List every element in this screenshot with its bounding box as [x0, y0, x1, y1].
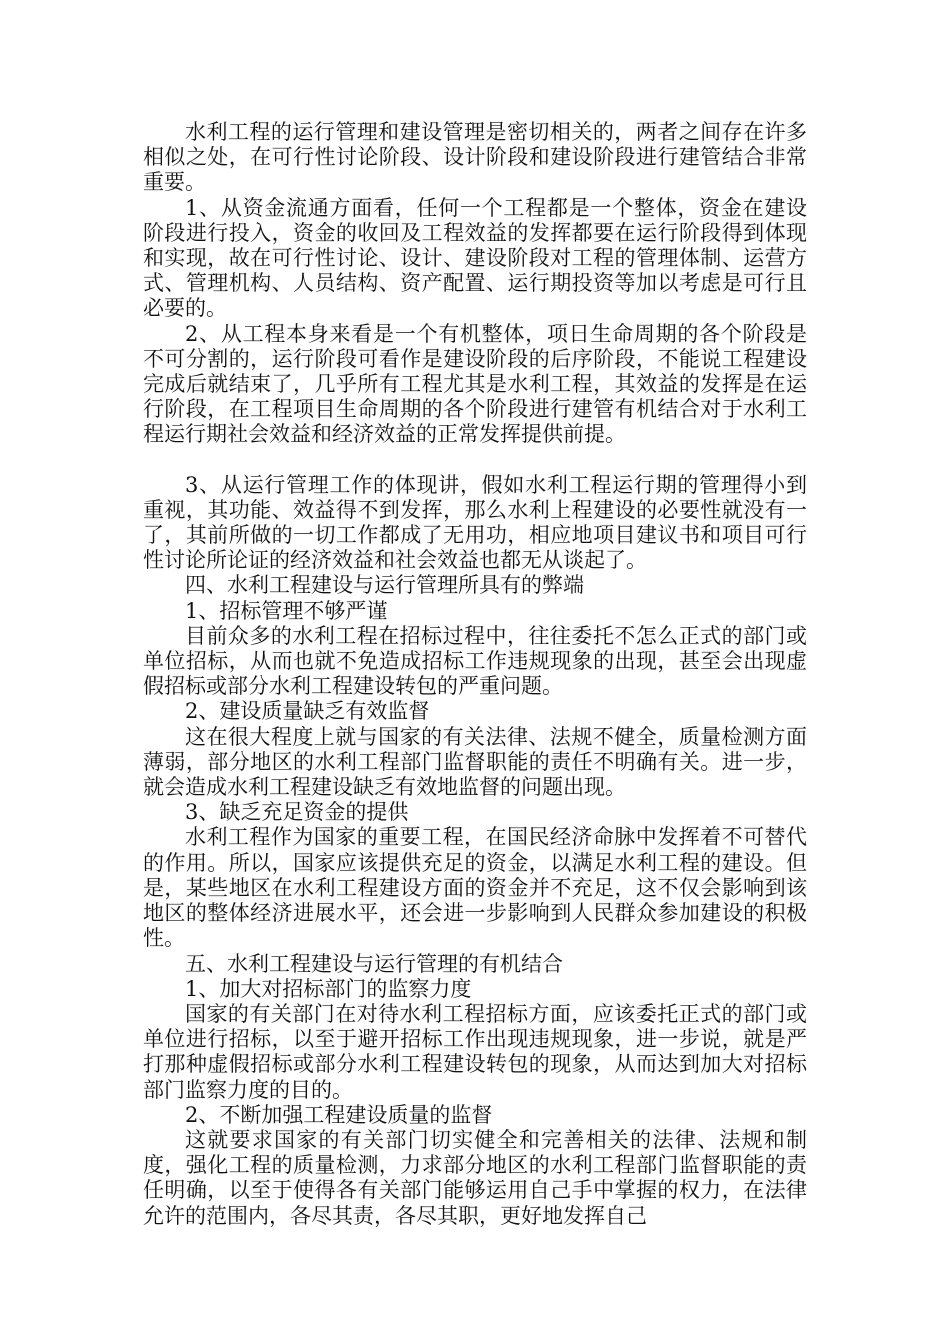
section-4-sub-1-heading: 1、招标管理不够严谨: [185, 598, 388, 623]
section-5-sub-2-heading: 2、不断加强工程建设质量的监督: [185, 1102, 493, 1127]
section-5-heading: 五、水利工程建设与运行管理的有机结合: [185, 951, 563, 976]
section-4-heading: 四、水利工程建设与运行管理所具有的弊端: [185, 573, 584, 598]
paragraph-gap: [143, 448, 807, 473]
section-4-sub-2-heading: 2、建设质量缺乏有效监督: [185, 699, 430, 724]
point-1-paragraph: 1、从资金流通方面看，任何一个工程都是一个整体，资金在建设阶段进行投入，资金的收回及工程效益的发挥都要在运行阶段得到体现和实现，故在可行性讨论、设计、建设阶段对工程的管理体制、运营方式、管理机构、人员结构、资产配置、运行期投资等加以考虑是可行且必要的。: [143, 195, 807, 321]
section-4-sub-2-paragraph: 这在很大程度上就与国家的有关法律、法规不健全，质量检测方面薄弱，部分地区的水利工程部门监督职能的责任不明确有关。进一步，就会造成水利工程建设缺乏有效地监督的问题出现。: [143, 724, 807, 800]
section-4-sub-1-paragraph: 目前众多的水利工程在招标过程中，往往委托不怎么正式的部门或单位招标，从而也就不免造成招标工作违规现象的出现，甚至会出现虚假招标或部分水利工程建设转包的严重问题。: [143, 623, 807, 699]
document-page: [143, 120, 807, 1229]
section-4-sub-3-paragraph: 水利工程作为国家的重要工程，在国民经济命脉中发挥着不可替代的作用。所以，国家应该提供充足的资金，以满足水利工程的建设。但是，某些地区在水利工程建设方面的资金并不充足，这不仅会影响到该地区的整体经济进展水平，还会进一步影响到人民群众参加建设的积极性。: [143, 825, 807, 951]
section-5-sub-1-paragraph: 国家的有关部门在对待水利工程招标方面，应该委托正式的部门或单位进行招标，以至于避开招标工作出现违规现象，进一步说，就是严打那种虚假招标或部分水利工程建设转包的现象，从而达到加大对招标部门监察力度的目的。: [143, 1001, 807, 1102]
point-3-paragraph: 3、从运行管理工作的体现讲，假如水利工程运行期的管理得小到重视，其功能、效益得不到发挥，那么水利上程建设的必要性就没有一了，其前所做的一切工作都成了无用功，相应地项目建议书和项目可行性讨论所论证的经济效益和社会效益也都无从谈起了。: [143, 472, 807, 573]
section-4-sub-3-heading: 3、缺乏充足资金的提供: [185, 800, 409, 825]
section-5-sub-2-paragraph: 这就要求国家的有关部门切实健全和完善相关的法律、法规和制度，强化工程的质量检测，力求部分地区的水利工程部门监督职能的责任明确，以至于使得各有关部门能够运用自己手中掌握的权力，在法律允许的范围内，各尽其责，各尽其职，更好地发挥自己: [143, 1127, 807, 1228]
point-2-paragraph: 2、从工程本身来看是一个有机整体，项日生命周期的各个阶段是不可分割的，运行阶段可看作是建设阶段的后序阶段，不能说工程建设完成后就结束了，几乎所有工程尤其是水利工程，其效益的发挥是在运行阶段，在工程项目生命周期的各个阶段进行建管有机结合对于水利工程运行期社会效益和经济效益的正常发挥提供前提。: [143, 321, 807, 447]
intro-paragraph: 水利工程的运行管理和建设管理是密切相关的，两者之间存在许多相似之处，在可行性讨论阶段、设计阶段和建设阶段进行建管结合非常重要。: [143, 120, 807, 195]
section-5-sub-1-heading: 1、加大对招标部门的监察力度: [185, 976, 472, 1001]
